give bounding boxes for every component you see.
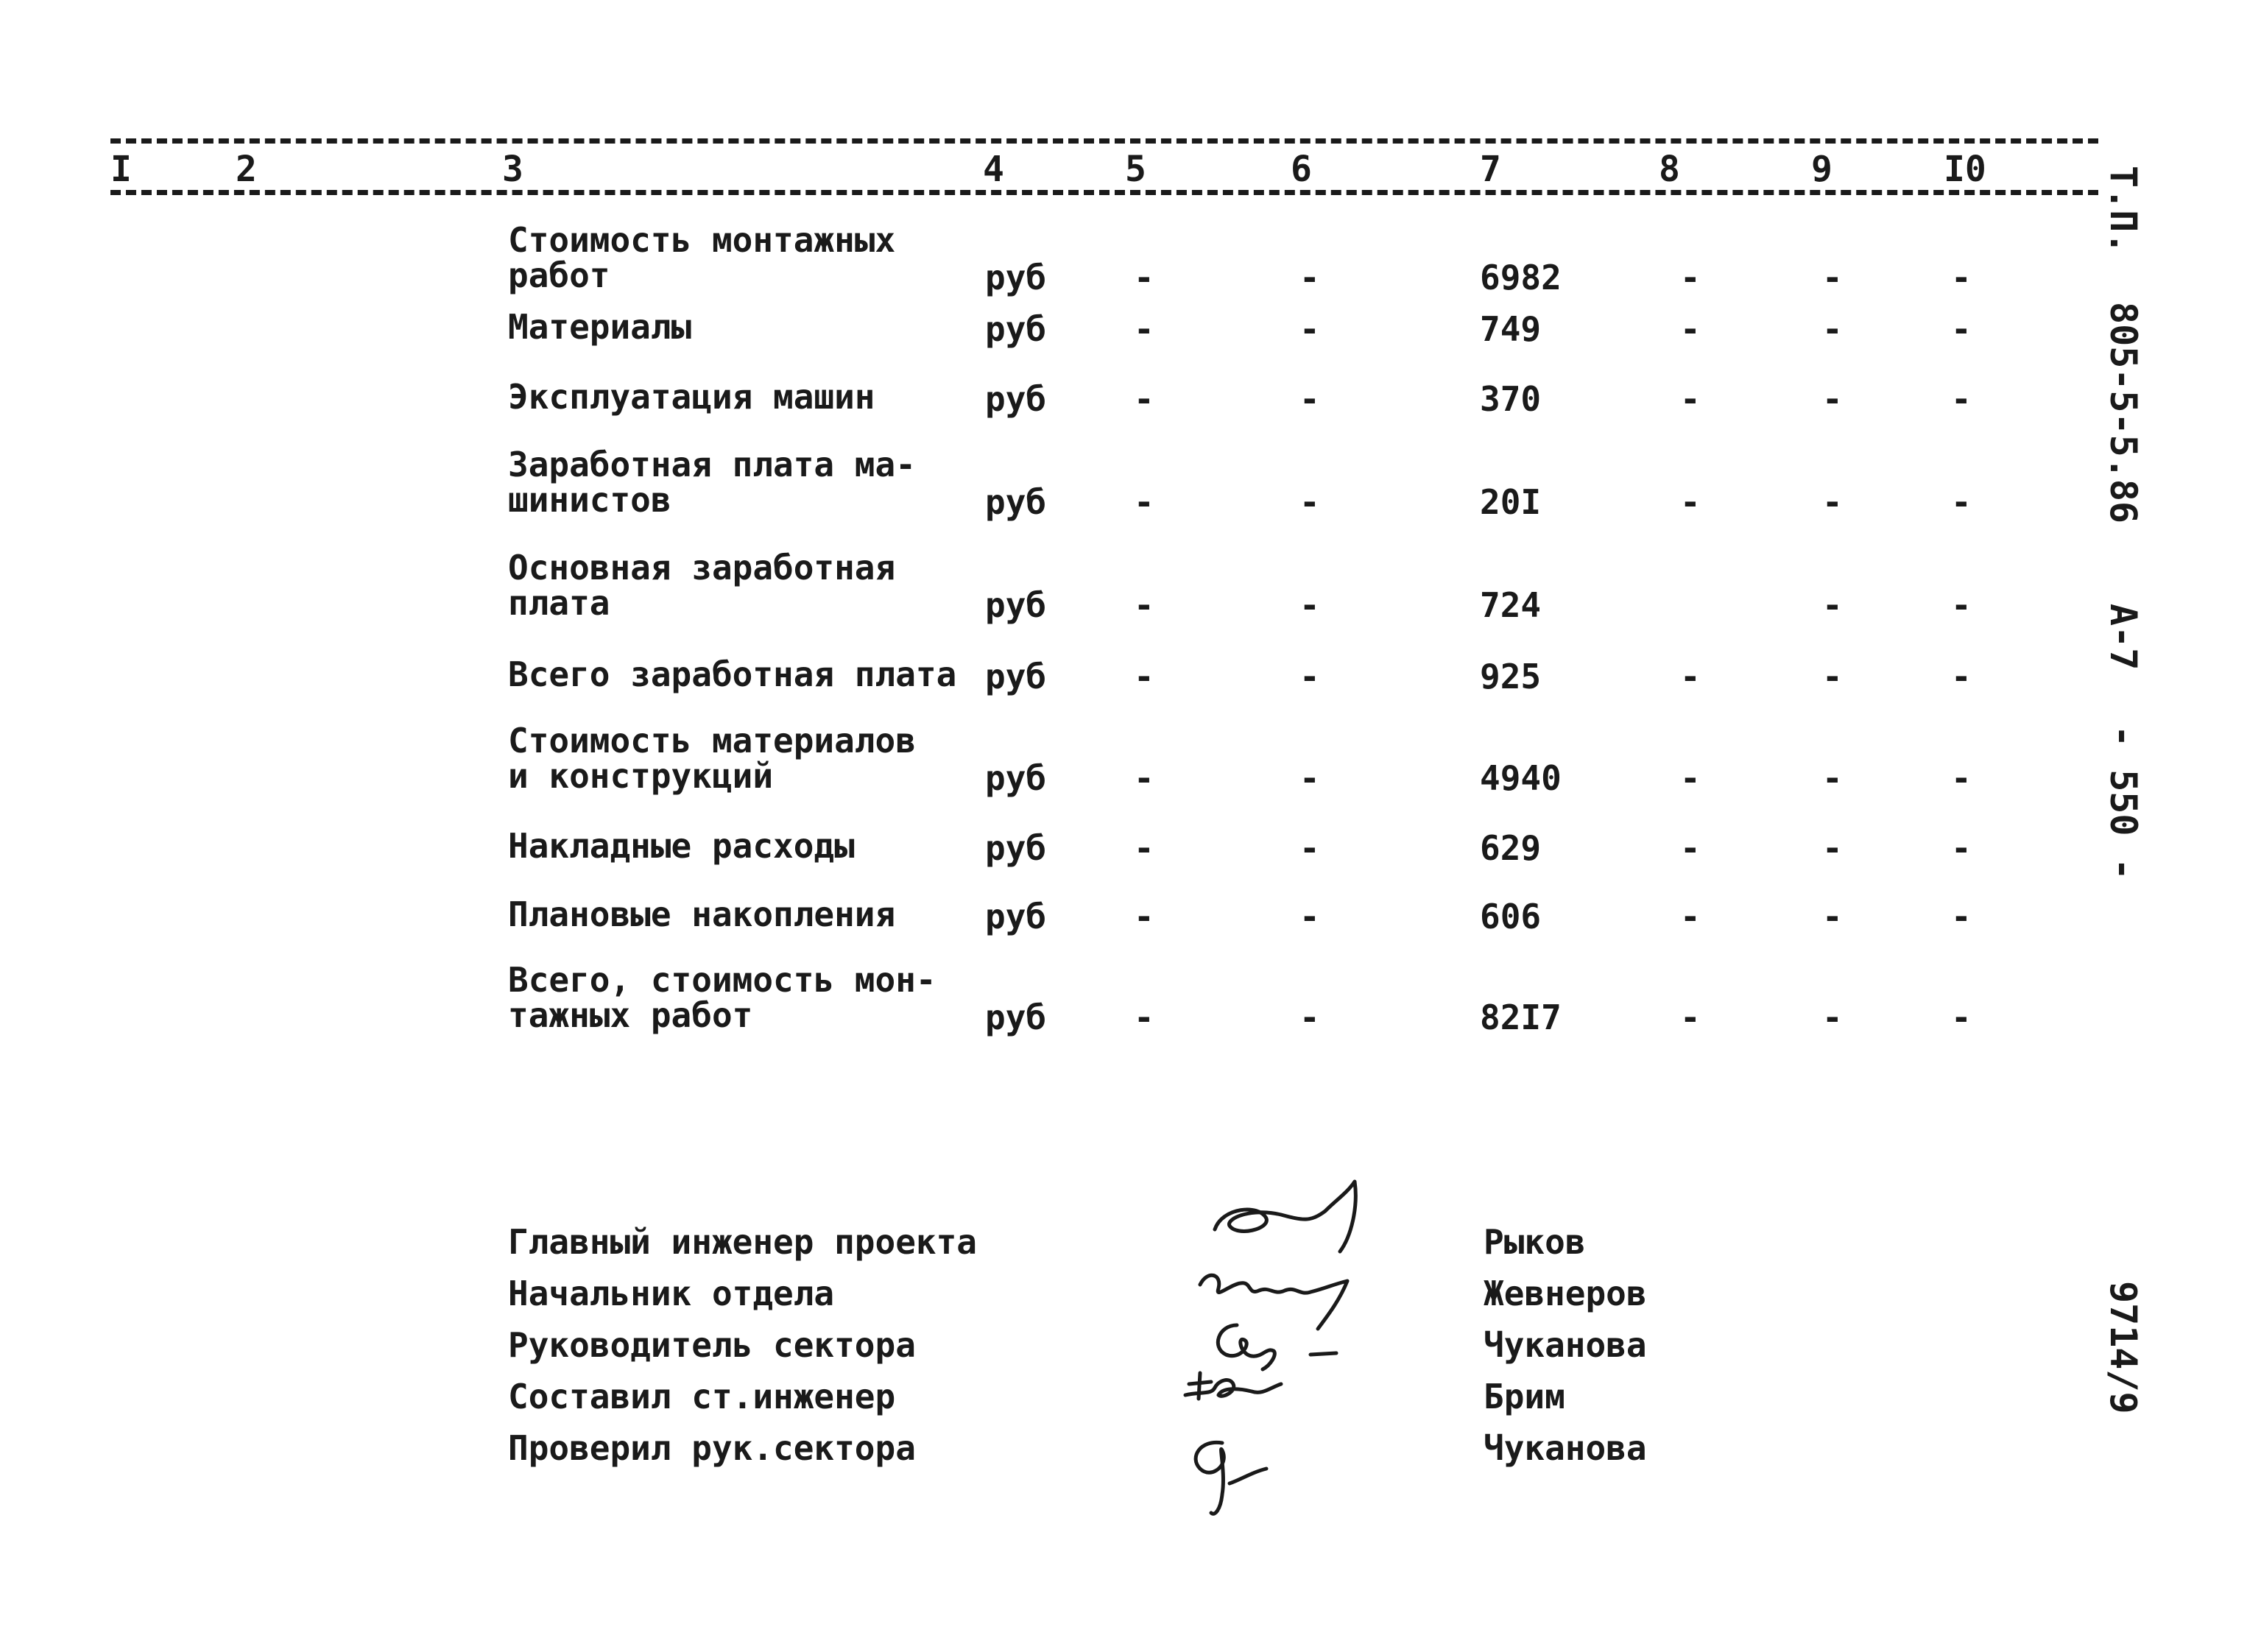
- row-value-c5: -: [1134, 998, 1154, 1037]
- row-value-c8: -: [1680, 828, 1701, 868]
- row-item-name: Основная заработная: [508, 548, 896, 587]
- row-item-name: Всего заработная плата: [508, 654, 957, 694]
- row-value-col7: 606: [1480, 897, 1542, 936]
- row-value-c10: -: [1951, 379, 1972, 419]
- row-value-c5: -: [1134, 258, 1154, 297]
- row-unit: руб: [985, 828, 1047, 868]
- row-value-c8: -: [1680, 758, 1701, 798]
- row-value-col7: 20I: [1480, 482, 1542, 522]
- column-number-10: I0: [1944, 149, 1986, 190]
- row-value-c5: -: [1134, 758, 1154, 798]
- column-number-4: 4: [983, 149, 1004, 190]
- row-unit: руб: [985, 585, 1047, 625]
- signatory-name: Чуканова: [1484, 1325, 1647, 1365]
- row-value-c9: -: [1822, 657, 1843, 696]
- row-value-c8: -: [1680, 379, 1701, 419]
- row-unit: руб: [985, 998, 1047, 1037]
- row-item-name: Материалы: [508, 307, 692, 347]
- row-value-c6: -: [1299, 585, 1320, 625]
- row-value-c5: -: [1134, 897, 1154, 936]
- row-unit: руб: [985, 258, 1047, 297]
- row-value-c5: -: [1134, 657, 1154, 696]
- row-item-name: и конструкций: [508, 756, 774, 796]
- row-unit: руб: [985, 758, 1047, 798]
- signatory-name: Жевнеров: [1484, 1274, 1647, 1313]
- row-item-name: Накладные расходы: [508, 826, 855, 866]
- row-value-c6: -: [1299, 897, 1320, 936]
- row-value-c9: -: [1822, 828, 1843, 868]
- signature-role: Начальник отдела: [508, 1274, 835, 1313]
- signatory-name: Брим: [1484, 1377, 1565, 1416]
- column-number-3: 3: [502, 149, 523, 190]
- signature-chief-engineer: [1207, 1178, 1384, 1259]
- signature-checker: [1178, 1428, 1296, 1524]
- album-rotated: А-7: [2102, 604, 2145, 671]
- doc-code-rotated: Т.П.: [2102, 166, 2145, 255]
- column-number-6: 6: [1291, 149, 1312, 190]
- header-top-rule: [110, 138, 2098, 144]
- row-value-col7: 724: [1480, 585, 1542, 625]
- column-number-8: 8: [1659, 149, 1680, 190]
- column-number-7: 7: [1480, 149, 1501, 190]
- row-value-col7: 6982: [1480, 258, 1562, 297]
- row-item-name: Заработная плата ма-: [508, 445, 916, 484]
- row-unit: руб: [985, 379, 1047, 419]
- row-value-c8: -: [1680, 309, 1701, 349]
- row-value-c10: -: [1951, 758, 1972, 798]
- row-unit: руб: [985, 657, 1047, 696]
- row-item-name: Эксплуатация машин: [508, 377, 875, 417]
- row-item-name: Стоимость материалов: [508, 721, 916, 760]
- row-value-c6: -: [1299, 258, 1320, 297]
- row-value-c6: -: [1299, 998, 1320, 1037]
- row-value-c10: -: [1951, 585, 1972, 625]
- row-value-col7: 4940: [1480, 758, 1562, 798]
- row-value-c9: -: [1822, 585, 1843, 625]
- row-value-c9: -: [1822, 998, 1843, 1037]
- signature-compiler: [1178, 1366, 1311, 1417]
- signature-role: Составил ст.инженер: [508, 1377, 896, 1416]
- signatory-name: Рыков: [1484, 1222, 1586, 1262]
- row-item-name: Стоимость монтажных: [508, 220, 896, 260]
- column-number-2: 2: [236, 149, 257, 190]
- row-value-c8: -: [1680, 897, 1701, 936]
- row-value-c6: -: [1299, 828, 1320, 868]
- column-number-1: I: [110, 149, 132, 190]
- row-value-c8: -: [1680, 657, 1701, 696]
- column-number-5: 5: [1125, 149, 1146, 190]
- row-value-c8: -: [1680, 258, 1701, 297]
- row-value-c10: -: [1951, 998, 1972, 1037]
- row-value-c6: -: [1299, 482, 1320, 522]
- row-value-c10: -: [1951, 258, 1972, 297]
- inventory-number-rotated: 9714/9: [2102, 1281, 2145, 1414]
- row-item-name: плата: [508, 583, 610, 623]
- row-unit: руб: [985, 482, 1047, 522]
- row-value-c5: -: [1134, 482, 1154, 522]
- row-value-c10: -: [1951, 828, 1972, 868]
- row-value-c10: -: [1951, 482, 1972, 522]
- row-unit: руб: [985, 897, 1047, 936]
- row-value-c10: -: [1951, 657, 1972, 696]
- row-value-col7: 370: [1480, 379, 1542, 419]
- signature-role: Руководитель сектора: [508, 1325, 916, 1365]
- row-value-col7: 749: [1480, 309, 1542, 349]
- signature-role: Проверил рук.сектора: [508, 1428, 916, 1468]
- row-value-c6: -: [1299, 379, 1320, 419]
- row-value-col7: 925: [1480, 657, 1542, 696]
- signatory-name: Чуканова: [1484, 1428, 1647, 1468]
- row-value-c6: -: [1299, 309, 1320, 349]
- row-value-c9: -: [1822, 897, 1843, 936]
- row-value-c8: -: [1680, 998, 1701, 1037]
- row-value-c8: -: [1680, 482, 1701, 522]
- doc-number-rotated: 805-5-5.86: [2102, 302, 2145, 524]
- row-value-c10: -: [1951, 897, 1972, 936]
- row-item-name: работ: [508, 255, 610, 295]
- row-value-c6: -: [1299, 758, 1320, 798]
- row-value-col7: 82I7: [1480, 998, 1562, 1037]
- column-number-9: 9: [1811, 149, 1833, 190]
- row-item-name: тажных работ: [508, 995, 753, 1035]
- row-value-c10: -: [1951, 309, 1972, 349]
- row-value-c5: -: [1134, 309, 1154, 349]
- row-value-col7: 629: [1480, 828, 1542, 868]
- row-item-name: Всего, стоимость мон-: [508, 960, 937, 1000]
- row-value-c9: -: [1822, 309, 1843, 349]
- row-item-name: шинистов: [508, 480, 671, 520]
- row-value-c9: -: [1822, 482, 1843, 522]
- row-value-c9: -: [1822, 258, 1843, 297]
- page-number-rotated: - 550 -: [2102, 725, 2145, 880]
- row-value-c9: -: [1822, 758, 1843, 798]
- row-value-c5: -: [1134, 828, 1154, 868]
- row-unit: руб: [985, 309, 1047, 349]
- row-value-c9: -: [1822, 379, 1843, 419]
- row-value-c5: -: [1134, 379, 1154, 419]
- row-value-c6: -: [1299, 657, 1320, 696]
- row-value-c5: -: [1134, 585, 1154, 625]
- signature-role: Главный инженер проекта: [508, 1222, 977, 1262]
- header-bottom-rule: [110, 190, 2098, 195]
- row-item-name: Плановые накопления: [508, 894, 896, 934]
